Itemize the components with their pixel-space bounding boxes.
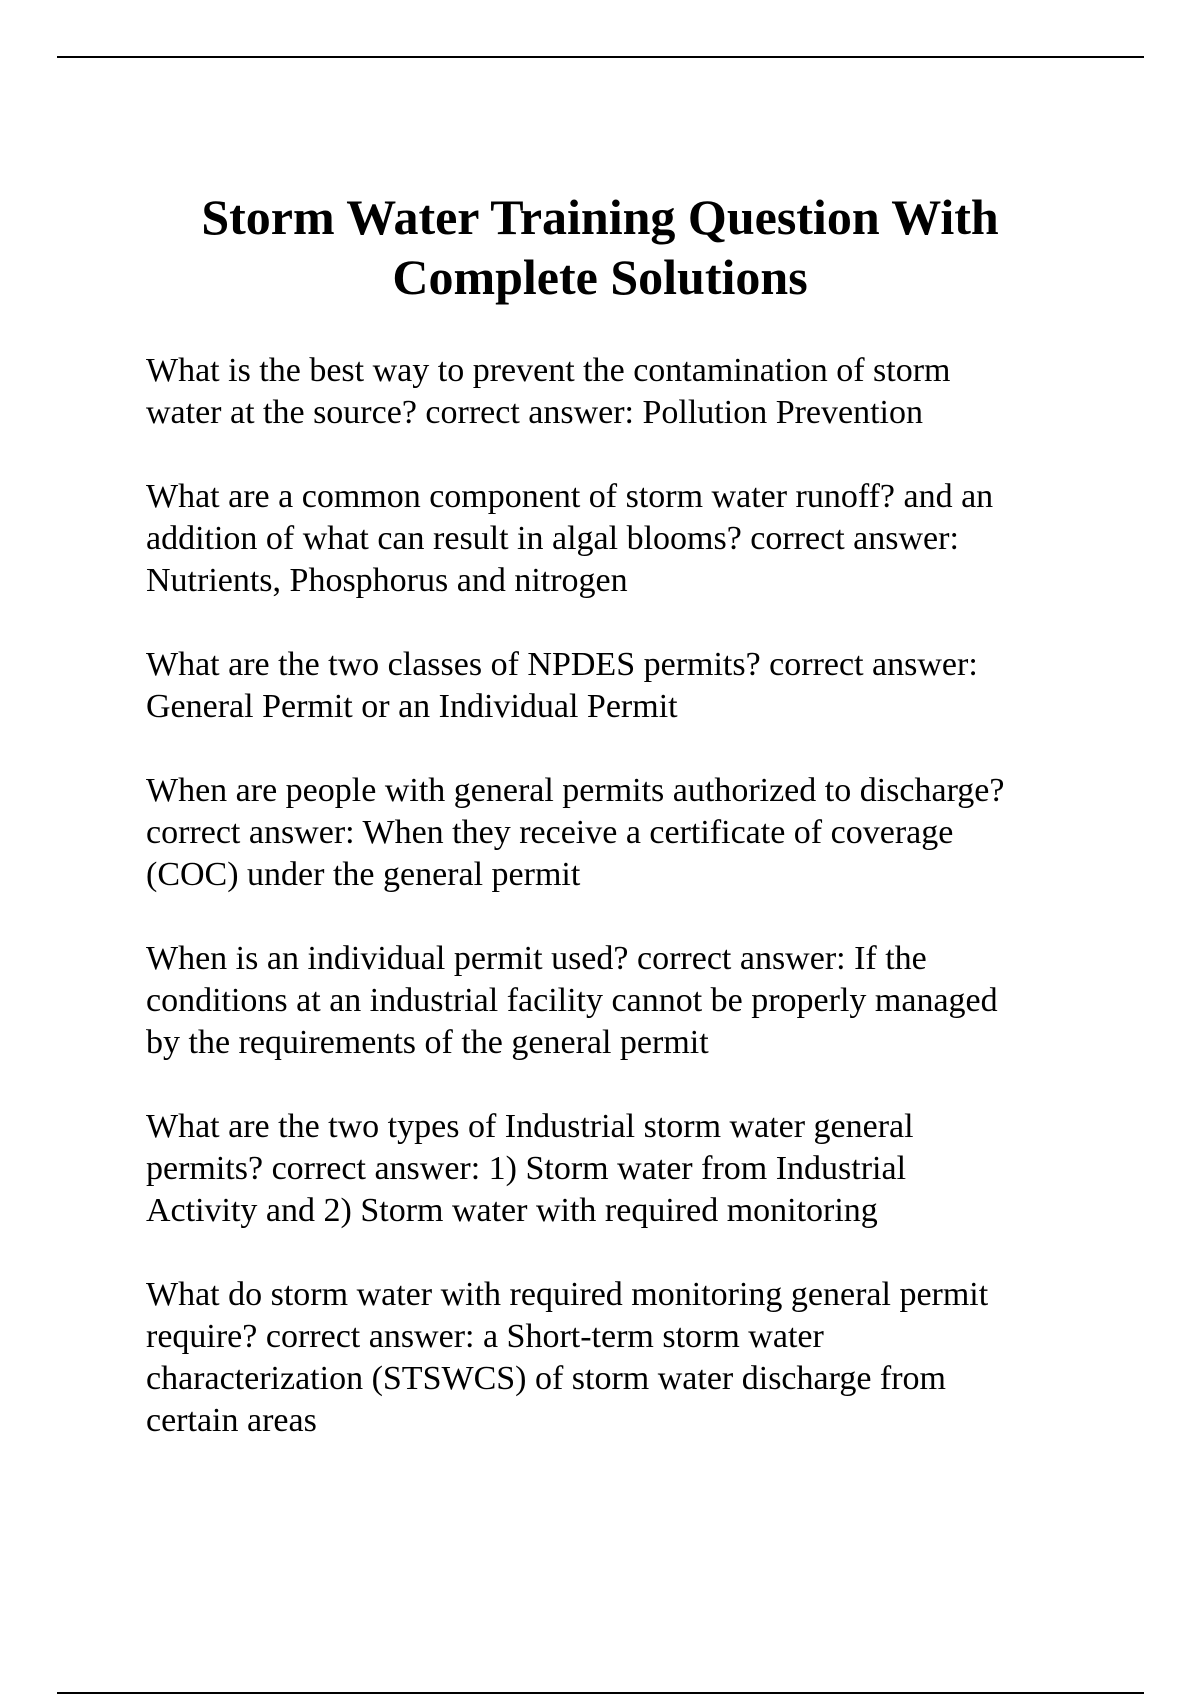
header-rule <box>57 56 1144 58</box>
qa-line: (COC) under the general permit <box>146 856 581 893</box>
qa-list <box>146 350 1086 1484</box>
qa-line: Nutrients, Phosphorus and nitrogen <box>146 562 628 599</box>
qa-line: water at the source? correct answer: Pollution Prevention <box>146 394 924 431</box>
qa-line: General Permit or an Individual Permit <box>146 688 678 725</box>
qa-line: What are the two classes of NPDES permits? correct answer: <box>146 646 978 683</box>
qa-item-2 <box>146 476 1086 602</box>
document-title <box>0 187 1200 307</box>
qa-line: certain areas <box>146 1402 317 1439</box>
footer-rule <box>57 1692 1144 1694</box>
qa-line: What are the two types of Industrial storm water general <box>146 1108 914 1145</box>
qa-line: correct answer: When they receive a certificate of coverage <box>146 814 954 851</box>
qa-line: addition of what can result in algal blooms? correct answer: <box>146 520 959 557</box>
qa-item-3 <box>146 644 1086 728</box>
qa-line: What do storm water with required monitoring general permit <box>146 1276 989 1313</box>
qa-line: What are a common component of storm water runoff? and an <box>146 478 994 515</box>
qa-item-5 <box>146 938 1086 1064</box>
qa-line: conditions at an industrial facility cannot be properly managed <box>146 982 998 1019</box>
qa-line: require? correct answer: a Short-term storm water <box>146 1318 824 1355</box>
qa-line: Activity and 2) Storm water with required monitoring <box>146 1192 878 1229</box>
qa-line: When is an individual permit used? correct answer: If the <box>146 940 927 977</box>
qa-line: What is the best way to prevent the contamination of storm <box>146 352 951 389</box>
qa-item-7 <box>146 1274 1086 1442</box>
qa-item-6 <box>146 1106 1086 1232</box>
qa-line: When are people with general permits authorized to discharge? <box>146 772 1005 809</box>
title-line-2: Complete Solutions <box>392 249 808 305</box>
qa-line: characterization (STSWCS) of storm water discharge from <box>146 1360 946 1397</box>
qa-item-4 <box>146 770 1086 896</box>
qa-line: permits? correct answer: 1) Storm water from Industrial <box>146 1150 907 1187</box>
title-line-1: Storm Water Training Question With <box>201 189 999 245</box>
qa-line: by the requirements of the general permit <box>146 1024 709 1061</box>
qa-item-1 <box>146 350 1086 434</box>
